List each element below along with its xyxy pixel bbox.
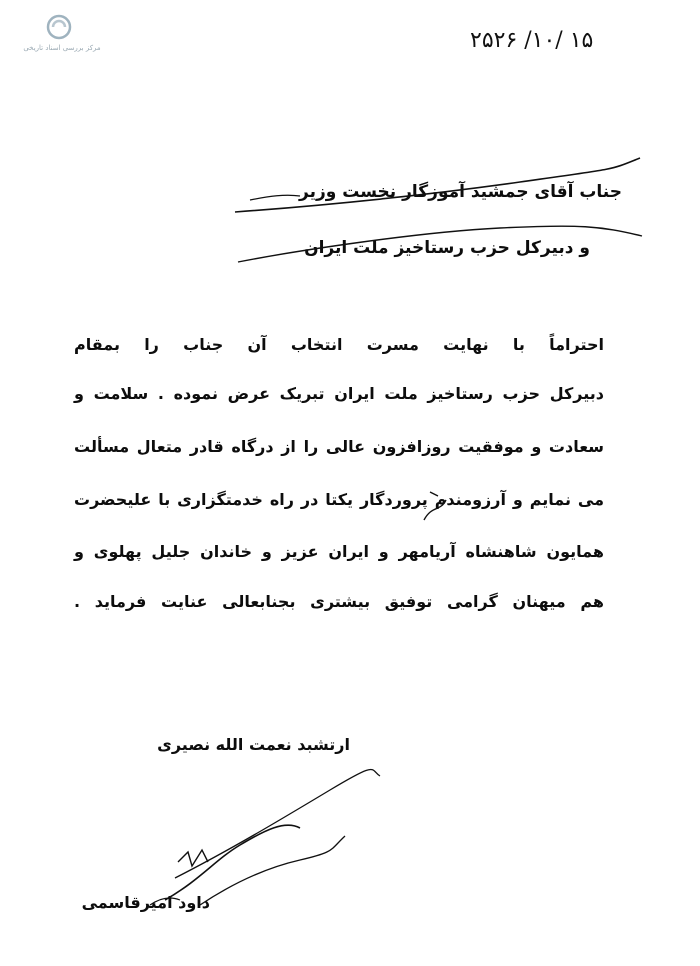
signature-scrawl-icon [150,769,380,905]
body-line-1: احتراماً با نهایت مسرت انتخاب آن جناب را بمقام [74,335,604,354]
body-line-3: سعادت و موفقیت روزافزون عالی را از درگاه قادر متعال مسألت [74,437,604,456]
sender-name: داود امیرقاسمی [81,893,210,912]
watermark-text: مرکز بررسی اسناد تاریخی [23,44,101,52]
reference-number: ۲۵۲۶ /۱۰/ ۱۵ [470,28,594,53]
body-line-5: همایون شاهنشاه آریامهر و ایران عزیز و خاندان جلیل پهلوی و [74,542,604,561]
body-line-4: می نمایم و آرزومندم پروردگار یکتا در راه خدمتگزاری با علیحضرت [74,490,604,509]
underline-stroke-2 [250,195,300,200]
addressee-line-2: و دبیرکل حزب رستاخیز ملت ایران [304,238,590,258]
archive-logo-icon [46,14,72,40]
archive-watermark [12,14,112,60]
body-line-6: هم میهنان گرامی توفیق بیشتری بجنابعالی عنایت فرماید . [74,592,604,611]
signer-name: ارتشبد نعمت الله نصیری [157,735,350,754]
addressee-line-1: جناب آقای جمشید آموزگار نخست وزیر [299,182,622,202]
body-line-2: دبیرکل حزب رستاخیز ملت ایران تبریک عرض نموده . سلامت و [74,384,604,403]
